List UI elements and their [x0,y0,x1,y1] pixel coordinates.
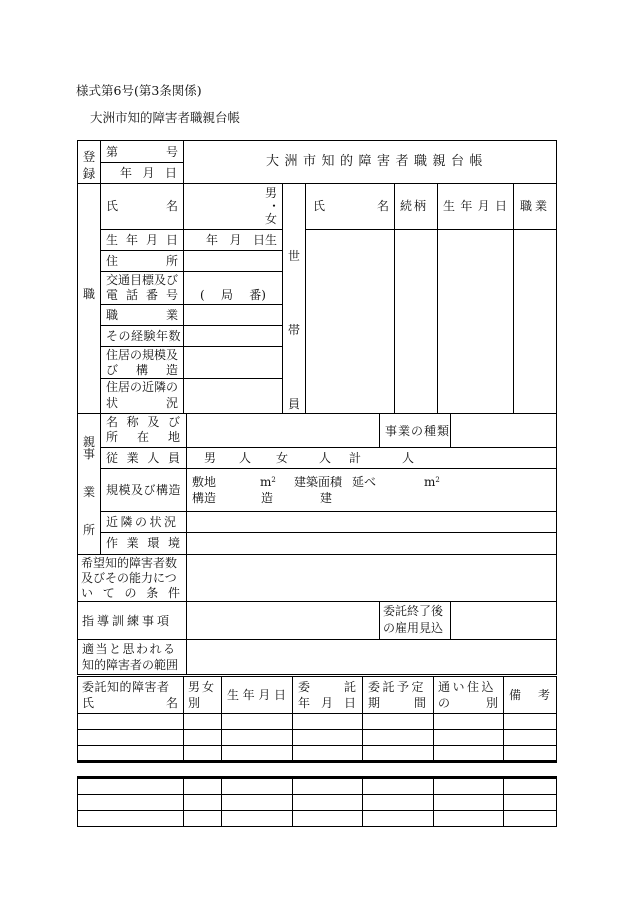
residence-scale-label-2: び 構 造 [106,363,178,377]
floor-area-unit: $m^2$ [424,475,440,489]
col-name-header-2: 氏 名 [82,696,178,710]
col-birthdate-header: 生 年 月 日 [227,688,286,702]
transport-label-2: 電 話 番 号 [106,288,178,302]
employees-label: 従 業 人 員 [106,451,180,465]
employees-female-unit: 人 [319,451,332,465]
household-col-occupation: 職業 [520,199,551,213]
birthdate-value: 年 月 日生 [206,233,277,247]
employees-male-unit: 人 [239,451,252,465]
building-suffix: 建 [320,491,333,505]
col-remarks-header: 備 考 [509,688,550,702]
employees-female: 女 [276,451,289,465]
ledger-heading: 大洲市知的障害者職親台帳 [266,154,489,169]
household-col-relation: 続柄 [400,199,429,213]
registration-number-suffix: 号 [166,145,179,159]
col-sex-header-1: 男女 [188,680,217,694]
registration-date: 年 月 日 [120,166,177,180]
desired-label-1: 希望知的障害者数 [81,556,178,570]
col-commute-header-1: 通い住込 [438,680,497,694]
employer-section-label: 職親 [82,287,95,449]
address-label: 住 所 [106,254,178,268]
employees-total: 計 [349,451,362,465]
col-name-header-1: 委託知的障害者 [82,680,170,694]
business-name-label-1: 名 称 及 び [106,415,180,429]
employees-male: 男 [204,451,217,465]
col-sex-header-2: 別 [188,696,201,710]
col-period-header-2: 期 間 [368,696,426,710]
residence-neighborhood-label-2: 状 況 [106,396,178,410]
suitable-label-2: 知的障害者の範囲 [82,658,179,672]
employer-name-label: 氏 名 [106,199,178,213]
business-section-label: 事業所 [82,447,95,537]
residence-neighborhood-label-1: 住居の近隣の [106,380,179,394]
household-label: 世帯員 [287,249,300,411]
business-name-label-2: 所 在 地 [106,430,180,444]
employees-total-unit: 人 [402,451,415,465]
ledger-title: 大洲市知的障害者職親台帳 [90,110,241,125]
transport-label-1: 交通目標及び [106,273,179,287]
employment-prospect-label-1: 委託終了後 [383,604,444,618]
desired-label-2: 及びその能力につ [81,571,177,585]
experience-label: その経験年数 [106,329,182,343]
col-entrust-header-1: 委 託 [298,680,356,694]
phone-template: ( 局 番) [200,288,266,302]
structure-label: 構造 [192,491,217,505]
sex-male: 男 [265,186,278,200]
household-col-birthdate: 生 年 月 日 [443,199,507,213]
occupation-label: 職 業 [106,308,178,322]
structure-suffix: 造 [261,491,274,505]
registration-label: 登録 [82,149,96,181]
col-period-header-1: 委託予定 [368,680,427,694]
site-area-unit: $m^2$ [260,475,276,489]
sex-female: 女 [265,212,278,226]
business-type-label: 事業の種類 [385,424,451,438]
form-number: 様式第6号(第3条関係) [76,83,202,98]
work-environment-label: 作 業 環 境 [106,536,180,550]
scale-label: 規模及び構造 [106,483,182,497]
household-col-name: 氏 名 [313,199,389,213]
birthdate-label: 生 年 月 日 [106,233,178,247]
residence-scale-label-1: 住居の規模及 [106,348,179,362]
neighborhood-label: 近隣の状況 [106,515,179,529]
registration-number-label: 第 [106,145,119,159]
suitable-label-1: 適当と思われる [82,642,177,656]
col-commute-header-2: の 別 [438,696,498,710]
desired-label-3: い て の 条 件 [81,586,180,600]
training-label: 指導訓練事項 [82,614,173,628]
employment-prospect-label-2: の雇用見込 [383,621,444,635]
building-area-label: 建築面積 [294,475,343,489]
floor-area-label: 延べ [352,475,377,489]
site-area-label: 敷地 [192,475,217,489]
col-entrust-header-2: 年 月 日 [298,696,356,710]
sex-dot: ・ [268,199,281,213]
